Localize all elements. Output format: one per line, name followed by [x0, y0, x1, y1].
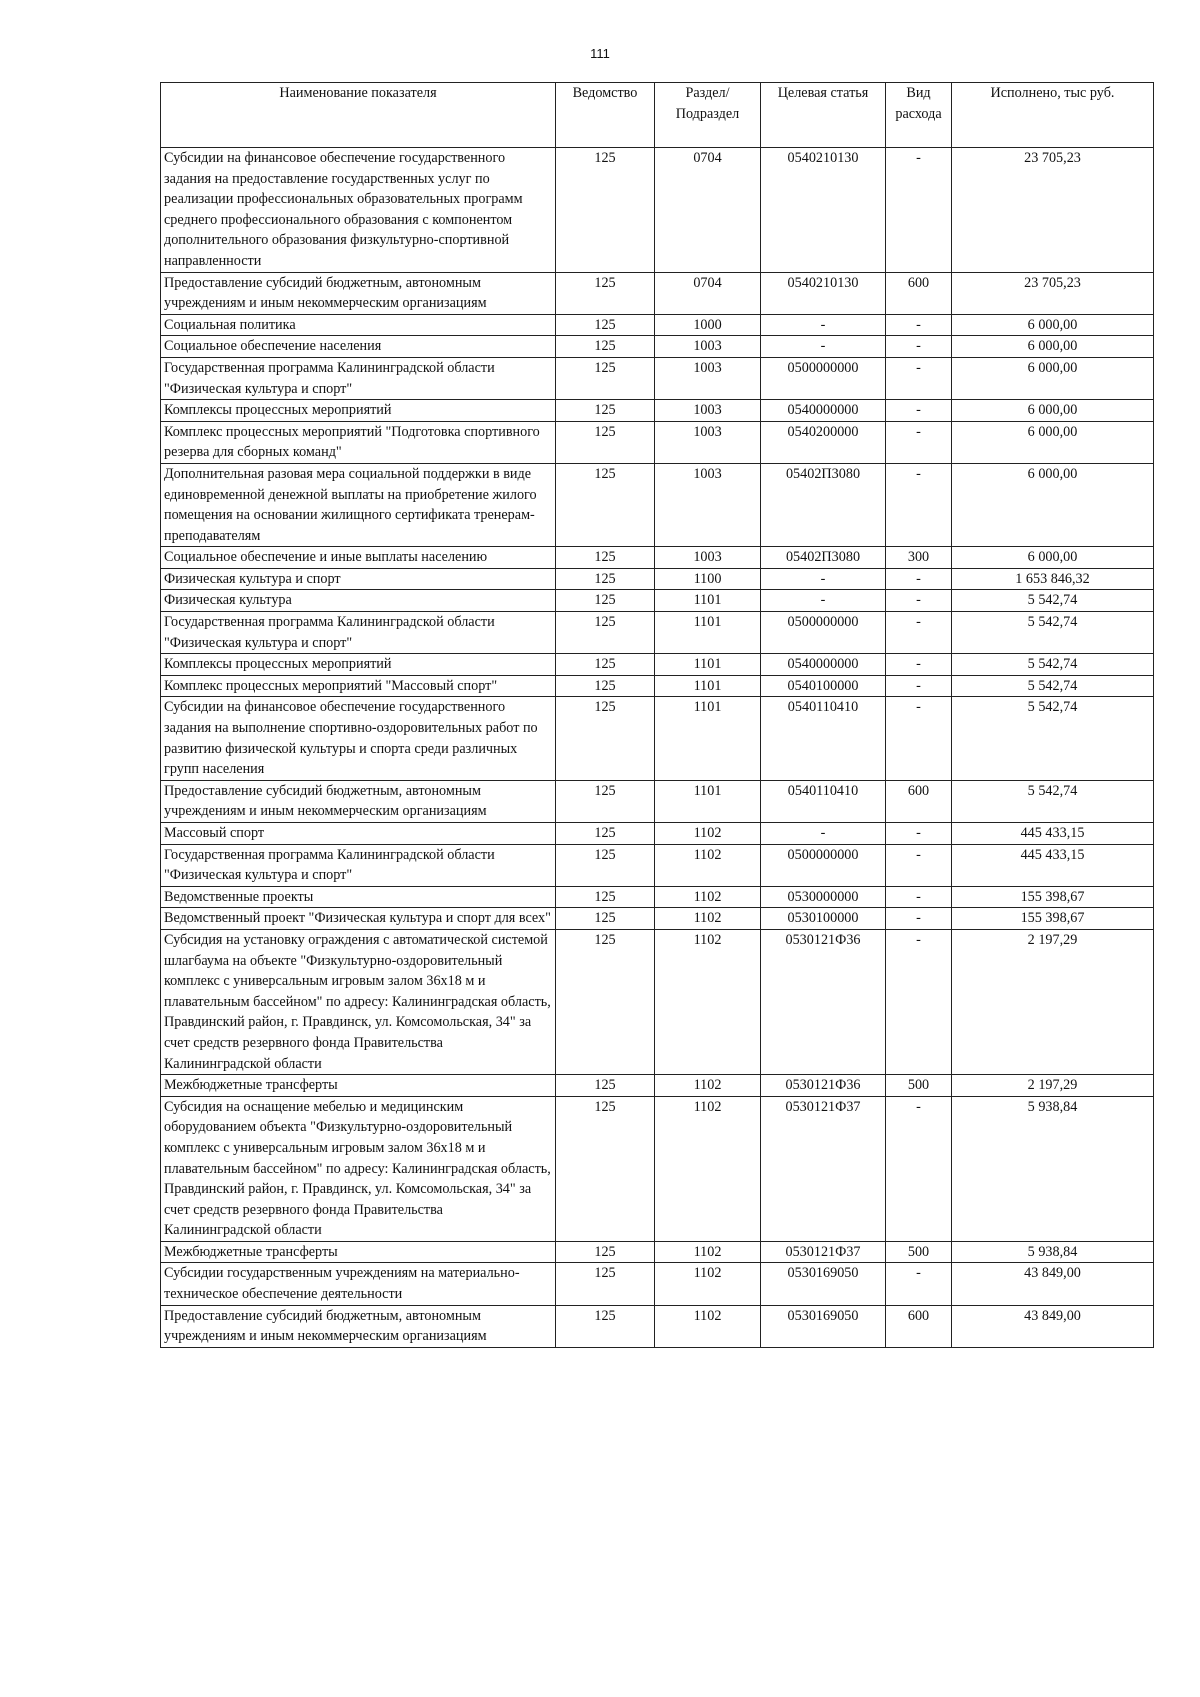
table-row [161, 675, 1154, 697]
cell-target: 0530169050 [761, 1305, 886, 1347]
cell-expense: - [886, 1263, 952, 1305]
cell-section: 1101 [655, 780, 761, 822]
cell-dept: 125 [556, 886, 655, 908]
cell-section: 1102 [655, 1263, 761, 1305]
cell-name: Предоставление субсидий бюджетным, автономным учреждениям и иным некоммерческим организациям [161, 1305, 556, 1347]
cell-target: - [761, 314, 886, 336]
cell-dept: 125 [556, 929, 655, 1074]
cell-dept: 125 [556, 697, 655, 780]
cell-dept: 125 [556, 463, 655, 546]
cell-section: 1000 [655, 314, 761, 336]
table-row [161, 1241, 1154, 1263]
table-row [161, 463, 1154, 546]
cell-dept: 125 [556, 314, 655, 336]
cell-expense: - [886, 336, 952, 358]
cell-expense: - [886, 654, 952, 676]
cell-target: - [761, 568, 886, 590]
cell-target: 0500000000 [761, 844, 886, 886]
cell-target: 0500000000 [761, 612, 886, 654]
cell-amount: 445 433,15 [952, 823, 1154, 845]
cell-amount: 5 542,74 [952, 697, 1154, 780]
cell-name: Межбюджетные трансферты [161, 1241, 556, 1263]
cell-name: Физическая культура [161, 590, 556, 612]
cell-section: 1102 [655, 1241, 761, 1263]
cell-dept: 125 [556, 654, 655, 676]
cell-name: Комплексы процессных мероприятий [161, 654, 556, 676]
cell-target: 0540210130 [761, 148, 886, 273]
cell-target: 0530100000 [761, 908, 886, 930]
table-row [161, 400, 1154, 422]
cell-dept: 125 [556, 1263, 655, 1305]
cell-name: Социальная политика [161, 314, 556, 336]
cell-section: 0704 [655, 148, 761, 273]
cell-dept: 125 [556, 1241, 655, 1263]
cell-dept: 125 [556, 400, 655, 422]
header-expense: Вид расхода [886, 83, 952, 148]
table-row [161, 780, 1154, 822]
cell-section: 1101 [655, 654, 761, 676]
cell-amount: 6 000,00 [952, 336, 1154, 358]
cell-expense: - [886, 148, 952, 273]
cell-expense: - [886, 675, 952, 697]
cell-dept: 125 [556, 336, 655, 358]
cell-expense: 600 [886, 780, 952, 822]
cell-dept: 125 [556, 590, 655, 612]
cell-dept: 125 [556, 612, 655, 654]
table-row [161, 697, 1154, 780]
cell-dept: 125 [556, 844, 655, 886]
cell-expense: - [886, 908, 952, 930]
cell-expense: - [886, 463, 952, 546]
cell-amount: 2 197,29 [952, 1075, 1154, 1097]
cell-amount: 6 000,00 [952, 357, 1154, 399]
cell-target: 05402П3080 [761, 463, 886, 546]
cell-amount: 155 398,67 [952, 886, 1154, 908]
table-row [161, 908, 1154, 930]
cell-target: 0540210130 [761, 272, 886, 314]
cell-target: 0530121Ф37 [761, 1096, 886, 1241]
cell-dept: 125 [556, 272, 655, 314]
table-row [161, 547, 1154, 569]
header-dept: Ведомство [556, 83, 655, 148]
table-row [161, 1263, 1154, 1305]
cell-dept: 125 [556, 908, 655, 930]
table-row [161, 357, 1154, 399]
table-row [161, 336, 1154, 358]
cell-target: 0540110410 [761, 780, 886, 822]
page-number: 111 [590, 46, 610, 61]
cell-target: 0540200000 [761, 421, 886, 463]
cell-expense: - [886, 400, 952, 422]
cell-amount: 5 542,74 [952, 675, 1154, 697]
cell-amount: 5 542,74 [952, 590, 1154, 612]
cell-section: 1102 [655, 908, 761, 930]
cell-name: Социальное обеспечение и иные выплаты населению [161, 547, 556, 569]
cell-amount: 43 849,00 [952, 1263, 1154, 1305]
cell-name: Массовый спорт [161, 823, 556, 845]
cell-dept: 125 [556, 357, 655, 399]
table-body [161, 148, 1154, 1348]
cell-expense: - [886, 823, 952, 845]
header-amount: Исполнено, тыс руб. [952, 83, 1154, 148]
cell-target: 05402П3080 [761, 547, 886, 569]
cell-amount: 23 705,23 [952, 148, 1154, 273]
cell-target: 0530169050 [761, 1263, 886, 1305]
table-row [161, 421, 1154, 463]
cell-expense: 600 [886, 1305, 952, 1347]
cell-section: 1101 [655, 675, 761, 697]
cell-section: 0704 [655, 272, 761, 314]
cell-expense: 300 [886, 547, 952, 569]
table-row [161, 1075, 1154, 1097]
table-row [161, 612, 1154, 654]
cell-target: 0530121Ф36 [761, 1075, 886, 1097]
cell-amount: 1 653 846,32 [952, 568, 1154, 590]
cell-dept: 125 [556, 675, 655, 697]
cell-name: Субсидии на финансовое обеспечение государственного задания на выполнение спортивно-оздоровительных работ по развитию физической культуры и спорта среди различных групп населения [161, 697, 556, 780]
cell-expense: - [886, 612, 952, 654]
cell-amount: 5 938,84 [952, 1096, 1154, 1241]
cell-dept: 125 [556, 1096, 655, 1241]
cell-section: 1101 [655, 590, 761, 612]
cell-name: Государственная программа Калининградской области "Физическая культура и спорт" [161, 844, 556, 886]
table-row [161, 654, 1154, 676]
cell-amount: 2 197,29 [952, 929, 1154, 1074]
cell-section: 1102 [655, 886, 761, 908]
header-section: Раздел/ Подраздел [655, 83, 761, 148]
cell-section: 1003 [655, 421, 761, 463]
cell-amount: 155 398,67 [952, 908, 1154, 930]
table-row [161, 590, 1154, 612]
header-target: Целевая статья [761, 83, 886, 148]
cell-expense: - [886, 590, 952, 612]
cell-section: 1003 [655, 336, 761, 358]
cell-expense: 500 [886, 1075, 952, 1097]
cell-name: Субсидия на установку ограждения с автоматической системой шлагбаума на объекте "Физкультурно-оздоровительный комплекс с универсальным игровым залом 36х18 м и плавательным бассейном" по адресу: Калининградская область, Правдинский район, г. Правдинск, ул. Комсомольская, 34" за счет средств резервного фонда Правительства Калининградской области [161, 929, 556, 1074]
table-header-row [161, 83, 1154, 148]
cell-expense: - [886, 1096, 952, 1241]
cell-expense: - [886, 697, 952, 780]
table-row [161, 314, 1154, 336]
cell-dept: 125 [556, 1075, 655, 1097]
cell-amount: 43 849,00 [952, 1305, 1154, 1347]
cell-target: 0540000000 [761, 400, 886, 422]
cell-section: 1003 [655, 400, 761, 422]
cell-section: 1102 [655, 929, 761, 1074]
cell-amount: 6 000,00 [952, 547, 1154, 569]
cell-target: 0500000000 [761, 357, 886, 399]
cell-name: Государственная программа Калининградской области "Физическая культура и спорт" [161, 357, 556, 399]
table-row [161, 148, 1154, 273]
cell-section: 1102 [655, 1096, 761, 1241]
cell-name: Государственная программа Калининградской области "Физическая культура и спорт" [161, 612, 556, 654]
cell-target: 0540110410 [761, 697, 886, 780]
cell-name: Дополнительная разовая мера социальной поддержки в виде единовременной денежной выплаты на приобретение жилого помещения на основании жилищного сертификата тренерам-преподавателям [161, 463, 556, 546]
cell-target: - [761, 823, 886, 845]
cell-section: 1102 [655, 823, 761, 845]
cell-target: 0530000000 [761, 886, 886, 908]
table-row [161, 844, 1154, 886]
cell-dept: 125 [556, 421, 655, 463]
cell-target: - [761, 590, 886, 612]
cell-dept: 125 [556, 148, 655, 273]
table-row [161, 272, 1154, 314]
cell-target: 0540100000 [761, 675, 886, 697]
cell-amount: 5 938,84 [952, 1241, 1154, 1263]
cell-name: Комплекс процессных мероприятий "Массовый спорт" [161, 675, 556, 697]
cell-expense: 500 [886, 1241, 952, 1263]
cell-amount: 5 542,74 [952, 612, 1154, 654]
cell-amount: 6 000,00 [952, 400, 1154, 422]
table-row [161, 568, 1154, 590]
cell-name: Предоставление субсидий бюджетным, автономным учреждениям и иным некоммерческим организациям [161, 272, 556, 314]
cell-name: Межбюджетные трансферты [161, 1075, 556, 1097]
cell-expense: - [886, 886, 952, 908]
cell-dept: 125 [556, 547, 655, 569]
cell-name: Предоставление субсидий бюджетным, автономным учреждениям и иным некоммерческим организациям [161, 780, 556, 822]
cell-section: 1003 [655, 357, 761, 399]
cell-name: Субсидии на финансовое обеспечение государственного задания на предоставление государственных услуг по реализации профессиональных образовательных программ среднего профессионального образования с компонентом дополнительного образования физкультурно-спортивной направленности [161, 148, 556, 273]
cell-amount: 445 433,15 [952, 844, 1154, 886]
cell-amount: 6 000,00 [952, 463, 1154, 546]
cell-name: Социальное обеспечение населения [161, 336, 556, 358]
cell-name: Субсидия на оснащение мебелью и медицинским оборудованием объекта "Физкультурно-оздоровительный комплекс с универсальным игровым залом 36х18 м и плавательным бассейном" по адресу: Калининградская область, Правдинский район, г. Правдинск, ул. Комсомольская, 34" за счет средств резервного фонда Правительства Калининградской области [161, 1096, 556, 1241]
cell-expense: - [886, 844, 952, 886]
cell-amount: 5 542,74 [952, 780, 1154, 822]
cell-section: 1102 [655, 1075, 761, 1097]
table-row [161, 1305, 1154, 1347]
cell-expense: - [886, 314, 952, 336]
cell-target: - [761, 336, 886, 358]
cell-amount: 23 705,23 [952, 272, 1154, 314]
table-row [161, 929, 1154, 1074]
cell-section: 1101 [655, 697, 761, 780]
cell-dept: 125 [556, 780, 655, 822]
cell-name: Комплексы процессных мероприятий [161, 400, 556, 422]
cell-dept: 125 [556, 823, 655, 845]
cell-name: Ведомственные проекты [161, 886, 556, 908]
cell-section: 1102 [655, 844, 761, 886]
table-row [161, 886, 1154, 908]
cell-section: 1101 [655, 612, 761, 654]
cell-expense: 600 [886, 272, 952, 314]
cell-expense: - [886, 568, 952, 590]
cell-expense: - [886, 929, 952, 1074]
cell-target: 0530121Ф36 [761, 929, 886, 1074]
cell-expense: - [886, 357, 952, 399]
table-row [161, 1096, 1154, 1241]
cell-target: 0530121Ф37 [761, 1241, 886, 1263]
cell-target: 0540000000 [761, 654, 886, 676]
cell-amount: 6 000,00 [952, 421, 1154, 463]
cell-name: Субсидии государственным учреждениям на материально-техническое обеспечение деятельности [161, 1263, 556, 1305]
cell-section: 1003 [655, 547, 761, 569]
cell-amount: 6 000,00 [952, 314, 1154, 336]
cell-name: Физическая культура и спорт [161, 568, 556, 590]
cell-section: 1102 [655, 1305, 761, 1347]
table-row [161, 823, 1154, 845]
cell-amount: 5 542,74 [952, 654, 1154, 676]
cell-name: Комплекс процессных мероприятий "Подготовка спортивного резерва для сборных команд" [161, 421, 556, 463]
cell-dept: 125 [556, 1305, 655, 1347]
cell-expense: - [886, 421, 952, 463]
cell-section: 1003 [655, 463, 761, 546]
cell-name: Ведомственный проект "Физическая культура и спорт для всех" [161, 908, 556, 930]
budget-table [160, 82, 1154, 1348]
header-name: Наименование показателя [161, 83, 556, 148]
cell-dept: 125 [556, 568, 655, 590]
cell-section: 1100 [655, 568, 761, 590]
